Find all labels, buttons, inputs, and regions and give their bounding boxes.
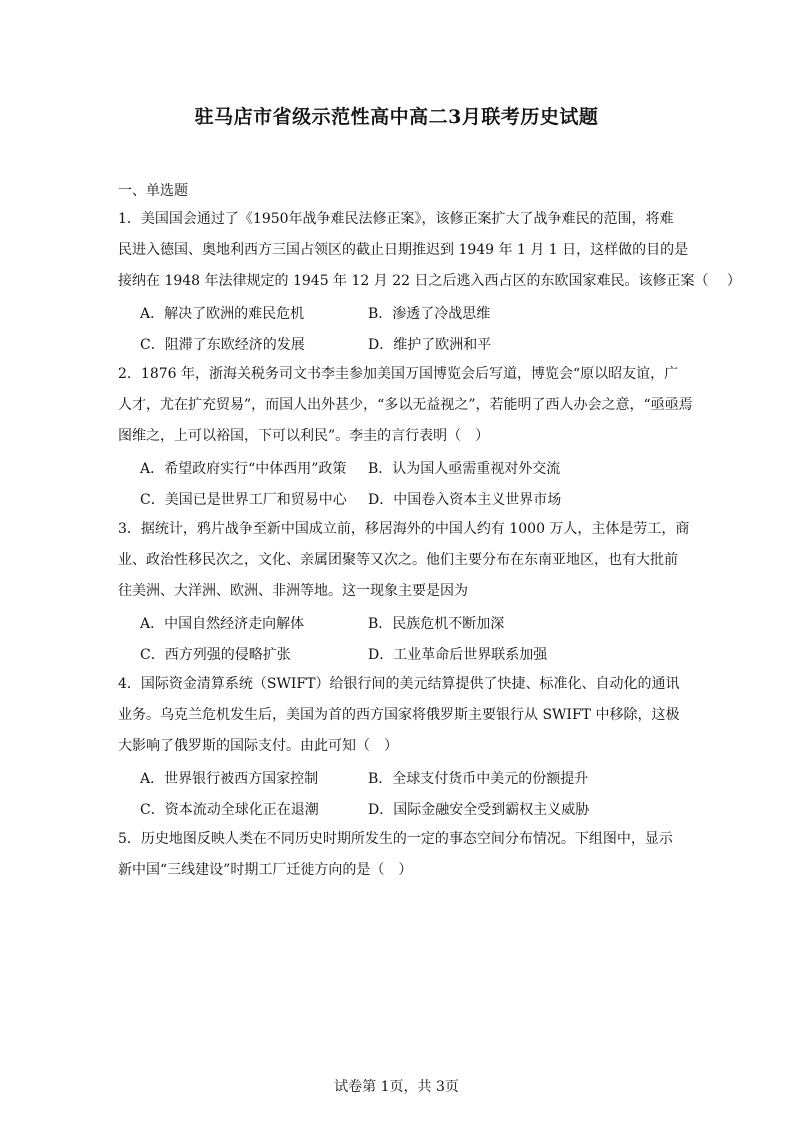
option-list (118, 297, 678, 359)
option-a: A．希望政府实行“中体西用”政策 (140, 460, 347, 477)
stem-line: 3．据统计，鸦片战争至新中国成立前，移居海外的中国人约有 1000 万人，主体是劳工，商 (118, 521, 690, 537)
option-a: A．世界银行被西方国家控制 (140, 770, 319, 787)
question-stem (118, 359, 693, 452)
option-row (118, 793, 678, 824)
question-5 (118, 824, 678, 886)
stem-line: 业、政治性移民次之，文化、亲属团聚等又次之。他们主要分布在东南亚地区，也有大批前 (118, 552, 678, 568)
option-row (118, 638, 678, 669)
stem-line: 往美洲、大洋洲、欧洲、非洲等地。这一现象主要是因为 (118, 583, 468, 599)
stem-line: 业务。乌克兰危机发生后，美国为首的西方国家将俄罗斯主要银行从 SWIFT 中移除，这极 (118, 707, 680, 723)
option-row (118, 483, 678, 514)
option-d: D．维护了欧洲和平 (368, 336, 492, 353)
stem-line: 大影响了俄罗斯的国际支付。由此可知（ ） (118, 738, 398, 754)
question-1 (118, 204, 741, 359)
option-row (118, 607, 678, 638)
option-list (118, 762, 678, 824)
option-row (118, 762, 678, 793)
stem-line: 2．1876 年，浙海关税务司文书李圭参加美国万国博览会后写道，博览会“原以昭友谊，广 (118, 366, 679, 382)
question-stem (118, 824, 678, 886)
stem-line: 1．美国国会通过了《1950年战争难民法修正案》，该修正案扩大了战争难民的范围，将难 (118, 211, 674, 227)
option-c: C．西方列强的侵略扩张 (140, 646, 291, 663)
option-b: B．渗透了冷战思维 (368, 305, 491, 322)
question-4 (118, 669, 678, 824)
question-stem (118, 204, 741, 297)
page-footer: 试卷第 1页，共 3页 (334, 1079, 459, 1095)
option-b: B．认为国人亟需重视对外交流 (368, 460, 561, 477)
option-a: A．解决了欧洲的难民危机 (140, 305, 305, 322)
option-list (118, 452, 678, 514)
question-3 (118, 514, 690, 669)
option-a: A．中国自然经济走向解体 (140, 615, 305, 632)
option-row (118, 452, 678, 483)
stem-line: 民进入德国、奥地利西方三国占领区的截止日期推迟到 1949 年 1 月 1 日，这样做的目的是 (118, 242, 689, 258)
option-d: D．工业革命后世界联系加强 (368, 646, 548, 663)
question-stem (118, 669, 678, 762)
stem-line: 新中国“三线建设”时期工厂迁徙方向的是（ ） (118, 862, 413, 878)
stem-line: 5．历史地图反映人类在不同历史时期所发生的一定的事态空间分布情况。下组图中，显示 (118, 831, 673, 847)
section-heading: 一、单选题 (118, 183, 188, 199)
stem-line: 人才，尤在扩充贸易”，而国人出外甚少，“多以无益视之”，若能明了西人办会之意，“亟亟焉 (118, 397, 693, 413)
option-row (118, 297, 678, 328)
option-c: C．美国已是世界工厂和贸易中心 (140, 491, 347, 508)
option-list (118, 607, 678, 669)
option-d: D．国际金融安全受到霸权主义威胁 (368, 801, 590, 818)
option-b: B．民族危机不断加深 (368, 615, 505, 632)
option-b: B．全球支付货币中美元的份额提升 (368, 770, 589, 787)
option-c: C．资本流动全球化正在退潮 (140, 801, 319, 818)
stem-line: 图维之，上可以裕国，下可以利民”。李圭的言行表明（ ） (118, 428, 490, 444)
question-2 (118, 359, 693, 514)
option-row (118, 328, 678, 359)
stem-line: 4．国际资金清算系统（SWIFT）给银行间的美元结算提供了快捷、标准化、自动化的通讯 (118, 676, 680, 692)
option-c: C．阻滞了东欧经济的发展 (140, 336, 305, 353)
page-title: 驻马店市省级示范性高中高二3月联考历史试题 (194, 106, 599, 128)
option-d: D．中国卷入资本主义世界市场 (368, 491, 562, 508)
stem-line: 接纳在 1948 年法律规定的 1945 年 12 月 22 日之后逃入西占区的东欧国家难民。该修正案（ ） (118, 273, 741, 289)
question-list (118, 204, 741, 886)
question-stem (118, 514, 690, 607)
